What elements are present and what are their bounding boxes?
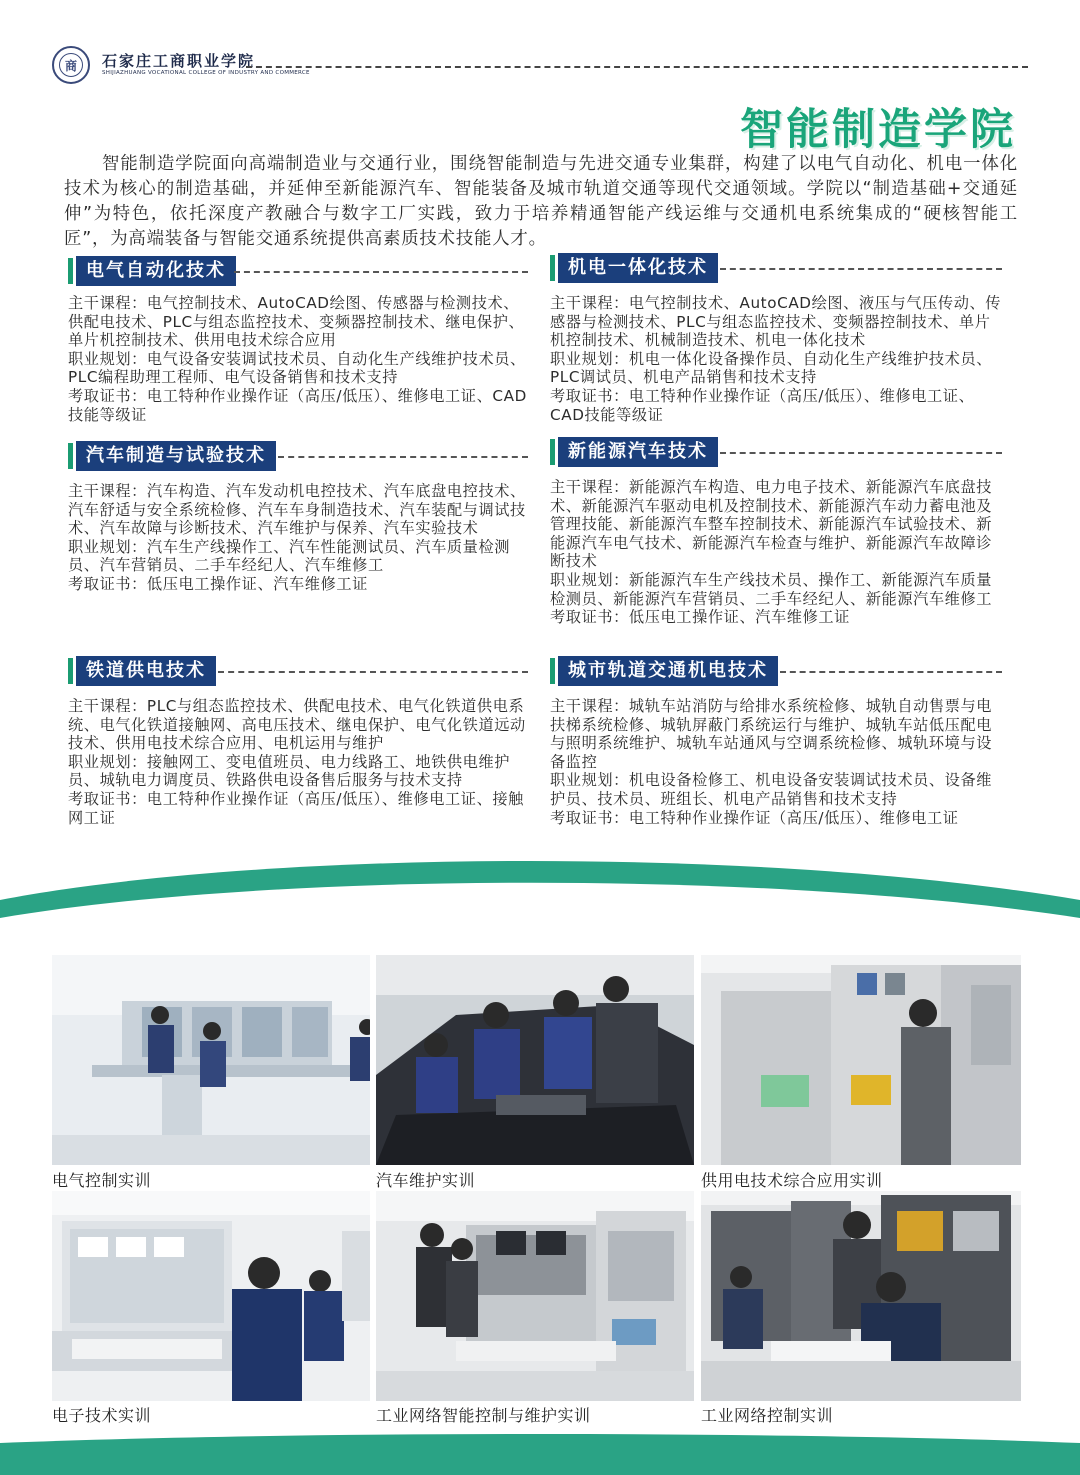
photo-power-supply-training [701,955,1021,1190]
photo-caption: 电气控制实训 [52,1171,152,1190]
photo-caption: 电子技术实训 [52,1406,152,1425]
major-name: 铁道供电技术 [76,656,216,686]
major-details [550,478,1002,627]
major-details [68,294,528,424]
major-certs: 考取证书：电工特种作业操作证（高压/低压）、维修电工证、CAD技能等级证 [550,386,975,424]
major-section [550,656,1002,827]
photo-image [52,955,370,1165]
footer-band [0,1429,1080,1475]
major-certs: 考取证书：电工特种作业操作证（高压/低压）、维修电工证 [550,808,959,827]
major-certs: 考取证书：电工特种作业操作证（高压/低压）、维修电工证、接触网工证 [68,789,524,827]
photo-image [701,955,1021,1165]
major-name: 汽车制造与试验技术 [76,441,276,471]
heading-accent-bar [550,658,555,684]
major-section [68,441,528,594]
major-career: 职业规划：机电一体化设备操作员、自动化生产线维护技术员、PLC调试员、机电产品销售和技术支持 [550,349,993,387]
heading-accent-bar [550,439,555,465]
major-heading [550,253,1002,283]
page-title: 智能制造学院 [740,105,1016,155]
heading-accent-bar [68,658,73,684]
major-details [550,294,1002,424]
major-courses: 主干课程：电气控制技术、AutoCAD绘图、传感器与检测技术、供配电技术、PLC与组态监控技术、变频器控制技术、继电保护、单片机控制技术、供用电技术综合应用 [68,294,525,350]
major-certs: 考取证书：低压电工操作证、汽车维修工证 [68,574,368,593]
heading-accent-bar [68,258,73,284]
photo-caption: 汽车维护实训 [376,1171,476,1190]
header [50,44,1030,90]
photo-image [376,955,694,1165]
decorative-wave [0,860,1080,952]
major-heading [68,656,528,686]
photo-caption: 供用电技术综合应用实训 [701,1171,883,1190]
major-section [550,253,1002,424]
photo-caption: 工业网络控制实训 [701,1406,834,1425]
heading-divider [780,671,1002,673]
heading-divider [720,268,1002,270]
major-name: 电气自动化技术 [76,256,236,286]
heading-divider [720,452,1002,454]
major-heading [68,256,528,286]
heading-divider [234,271,528,273]
school-logo-icon [52,46,90,84]
logo-glyph: 商 [59,53,83,77]
major-career: 职业规划：新能源汽车生产线技术员、操作工、新能源汽车质量检测员、新能源汽车营销员、二手车经纪人、新能源汽车维修工 [550,570,993,608]
major-heading [550,656,1002,686]
heading-accent-bar [550,255,555,281]
photo-industrial-network-smart-control [376,1191,694,1423]
major-details [68,482,528,594]
major-career: 职业规划：汽车生产线操作工、汽车性能测试员、汽车质量检测员、汽车营销员、二手车经纪人、汽车维修工 [68,537,511,575]
major-name: 机电一体化技术 [558,253,718,283]
major-courses: 主干课程：城轨车站消防与给排水系统检修、城轨自动售票与电扶梯系统检修、城轨屏蔽门系统运行与维护、城轨车站低压配电与照明系统维护、城轨车站通风与空调系统检修、城轨环境与设备监控 [550,697,993,771]
heading-divider [278,456,528,458]
major-career: 职业规划：接触网工、变电值班员、电力线路工、地铁供电维护员、城轨电力调度员、铁路供电设备售后服务与技术支持 [68,752,511,790]
major-section [550,437,1002,627]
photo-auto-maintenance [376,955,694,1190]
major-section [68,256,528,424]
photo-electronics-training [52,1191,370,1423]
heading-divider [218,671,528,673]
major-certs: 考取证书：低压电工操作证、汽车维修工证 [550,608,850,627]
major-heading [550,437,1002,467]
photo-electrical-training [52,955,370,1190]
major-details [550,697,1002,827]
major-courses: 主干课程：新能源汽车构造、电力电子技术、新能源汽车底盘技术、新能源汽车驱动电机及控制技术、新能源汽车动力蓄电池及管理技能、新能源汽车整车控制技术、新能源汽车试验技术、新能源汽车电气技术、新能源汽车检查与维护、新能源汽车故障诊断技术 [550,478,993,571]
heading-accent-bar [68,443,73,469]
major-certs: 考取证书：电工特种作业操作证（高压/低压）、维修电工证、CAD技能等级证 [68,386,527,424]
photo-image [701,1191,1021,1401]
major-career: 职业规划：电气设备安装调试技术员、自动化生产线维护技术员、PLC编程助理工程师、电气设备销售和技术支持 [68,349,526,387]
photo-image [52,1191,370,1401]
major-name: 城市轨道交通机电技术 [558,656,778,686]
major-courses: 主干课程：电气控制技术、AutoCAD绘图、液压与气压传动、传感器与检测技术、PLC与组态监控技术、变频器控制技术、单片机控制技术、机械制造技术、机电一体化技术 [550,294,1002,350]
major-heading [68,441,528,471]
major-courses: 主干课程：汽车构造、汽车发动机电控技术、汽车底盘电控技术、汽车舒适与安全系统检修、汽车车身制造技术、汽车装配与调试技术、汽车故障与诊断技术、汽车维护与保养、汽车实验技术 [68,482,526,538]
intro-paragraph: 智能制造学院面向高端制造业与交通行业，围绕智能制造与先进交通专业集群，构建了以电气自动化、机电一体化技术为核心的制造基础，并延伸至新能源汽车、智能装备及城市轨道交通等现代交通领域。学院以“制造基础+交通延伸”为特色，依托深度产教融合与数字工厂实践，致力于培养精通智能产线运维与交通机电系统集成的“硬核智能工匠”，为高端装备与智能交通系统提供高素质技术技能人才。 [64,154,1018,249]
school-name-en: SHIJIAZHUANG VOCATIONAL COLLEGE OF INDUSTRY AND COMMERCE [102,70,310,76]
header-divider [246,66,1028,68]
major-courses: 主干课程：PLC与组态监控技术、供配电技术、电气化铁道供电系统、电气化铁道接触网、高电压技术、继电保护、电气化铁道远动技术、供用电技术综合应用、电机运用与维护 [68,697,526,753]
school-name: 石家庄工商职业学院 [102,52,256,70]
photo-image [376,1191,694,1401]
photo-industrial-network-control [701,1191,1021,1423]
major-name: 新能源汽车技术 [558,437,718,467]
photo-caption: 工业网络智能控制与维护实训 [376,1406,591,1425]
major-career: 职业规划：机电设备检修工、机电设备安装调试技术员、设备维护员、技术员、班组长、机电产品销售和技术支持 [550,771,993,808]
major-details [68,697,528,827]
major-section [68,656,528,827]
